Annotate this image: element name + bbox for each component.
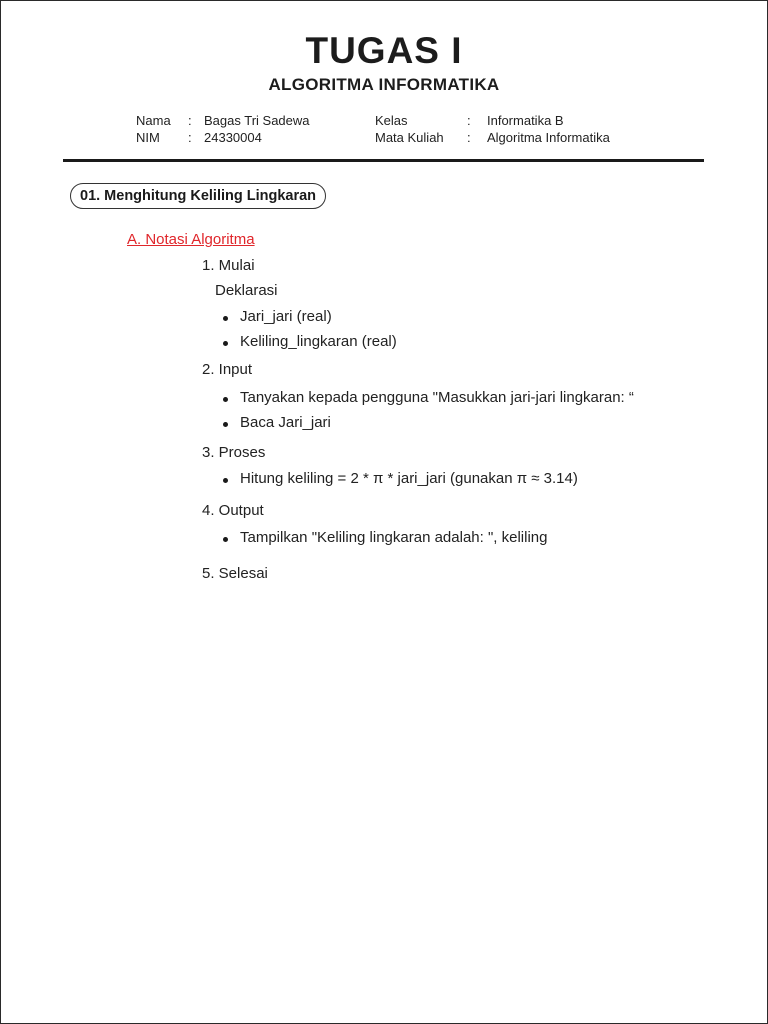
bullet-dot [223,397,228,402]
matkul-separator: : [467,130,471,145]
list-item: Baca Jari_jari [240,414,331,431]
list-item: Jari_jari (real) [240,308,332,325]
bullet-dot [223,422,228,427]
deklarasi-label: Deklarasi [215,282,278,299]
nim-separator: : [188,130,192,145]
list-item: Hitung keliling = 2 * π * jari_jari (gunakan π ≈ 3.14) [240,470,578,487]
step-3: 3. Proses [202,444,266,461]
bullet-dot [223,341,228,346]
nim-value: 24330004 [204,130,262,145]
bullet-dot [223,316,228,321]
sub-heading: A. Notasi Algoritma [127,231,255,248]
nama-label: Nama [136,113,171,128]
list-item: Keliling_lingkaran (real) [240,333,397,350]
kelas-label: Kelas [375,113,408,128]
nama-separator: : [188,113,192,128]
step-4: 4. Output [202,502,264,519]
step-2: 2. Input [202,361,253,378]
list-item: Tampilkan "Keliling lingkaran adalah: ", keliling [240,529,548,546]
bullet-dot [223,478,228,483]
header-divider [63,159,704,162]
page-subtitle: ALGORITMA INFORMATIKA [268,75,500,94]
step-5: 5. Selesai [202,565,268,582]
nama-value: Bagas Tri Sadewa [204,113,310,128]
matkul-label: Mata Kuliah [375,130,444,145]
section-title: 01. Menghitung Keliling Lingkaran [70,183,326,209]
kelas-value: Informatika B [487,113,564,128]
step-1: 1. Mulai [202,257,255,274]
bullet-dot [223,537,228,542]
list-item: Tanyakan kepada pengguna "Masukkan jari-jari lingkaran: “ [240,389,634,406]
page-title: TUGAS I [305,30,463,71]
nim-label: NIM [136,130,160,145]
kelas-separator: : [467,113,471,128]
matkul-value: Algoritma Informatika [487,130,610,145]
